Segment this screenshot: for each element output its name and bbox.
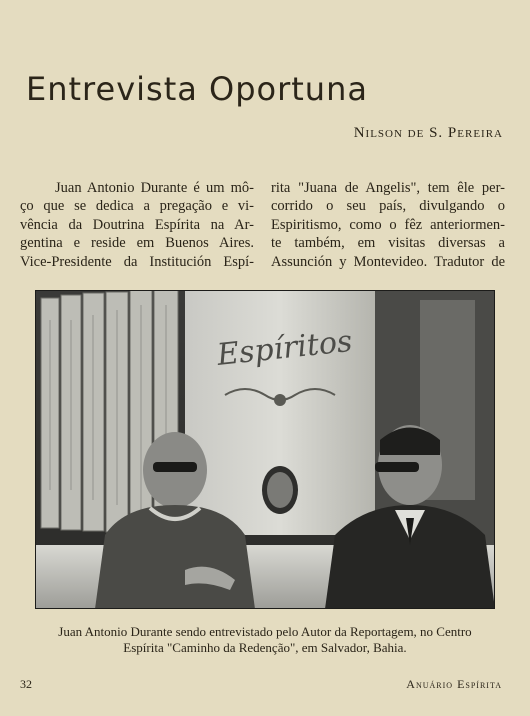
text-line: ço que se dedica a pregação e vi- (20, 198, 254, 215)
article-title: Entrevista Oportuna (26, 70, 368, 108)
text-line: rita "Juana de Angelis", tem êle per- (271, 180, 505, 196)
running-title: Anuário Espírita (406, 677, 502, 691)
text-line: corrido o seu país, divulgando o (271, 198, 505, 215)
text-line: gentina e reside em Buenos Aires. (20, 235, 254, 252)
text-line: Juan Antonio Durante é um mô- (55, 180, 254, 196)
author-byline: Nilson de S. Pereira (353, 125, 503, 141)
banner-text: Espíritos (215, 323, 354, 373)
text-line: Espiritismo, como o fêz anteriormen- (271, 216, 505, 233)
left-column (20, 179, 254, 271)
text-line: vência da Doutrina Espírita na Ar- (20, 216, 254, 233)
photo-caption (20, 624, 510, 656)
right-column (271, 179, 505, 271)
interview-photo (35, 290, 495, 609)
caption-line: Espírita "Caminho da Redenção", em Salvador, Bahia. (123, 640, 407, 655)
text-line: te também, em visitas diversas a (271, 235, 505, 252)
text-line: Assunción y Montevideo. Tradutor de (271, 253, 505, 270)
page-number: 32 (20, 677, 32, 691)
text-line: Vice-Presidente da Institución Espí- (20, 253, 254, 270)
caption-line: Juan Antonio Durante sendo entrevistado pelo Autor da Reportagem, no Centro (58, 624, 472, 639)
